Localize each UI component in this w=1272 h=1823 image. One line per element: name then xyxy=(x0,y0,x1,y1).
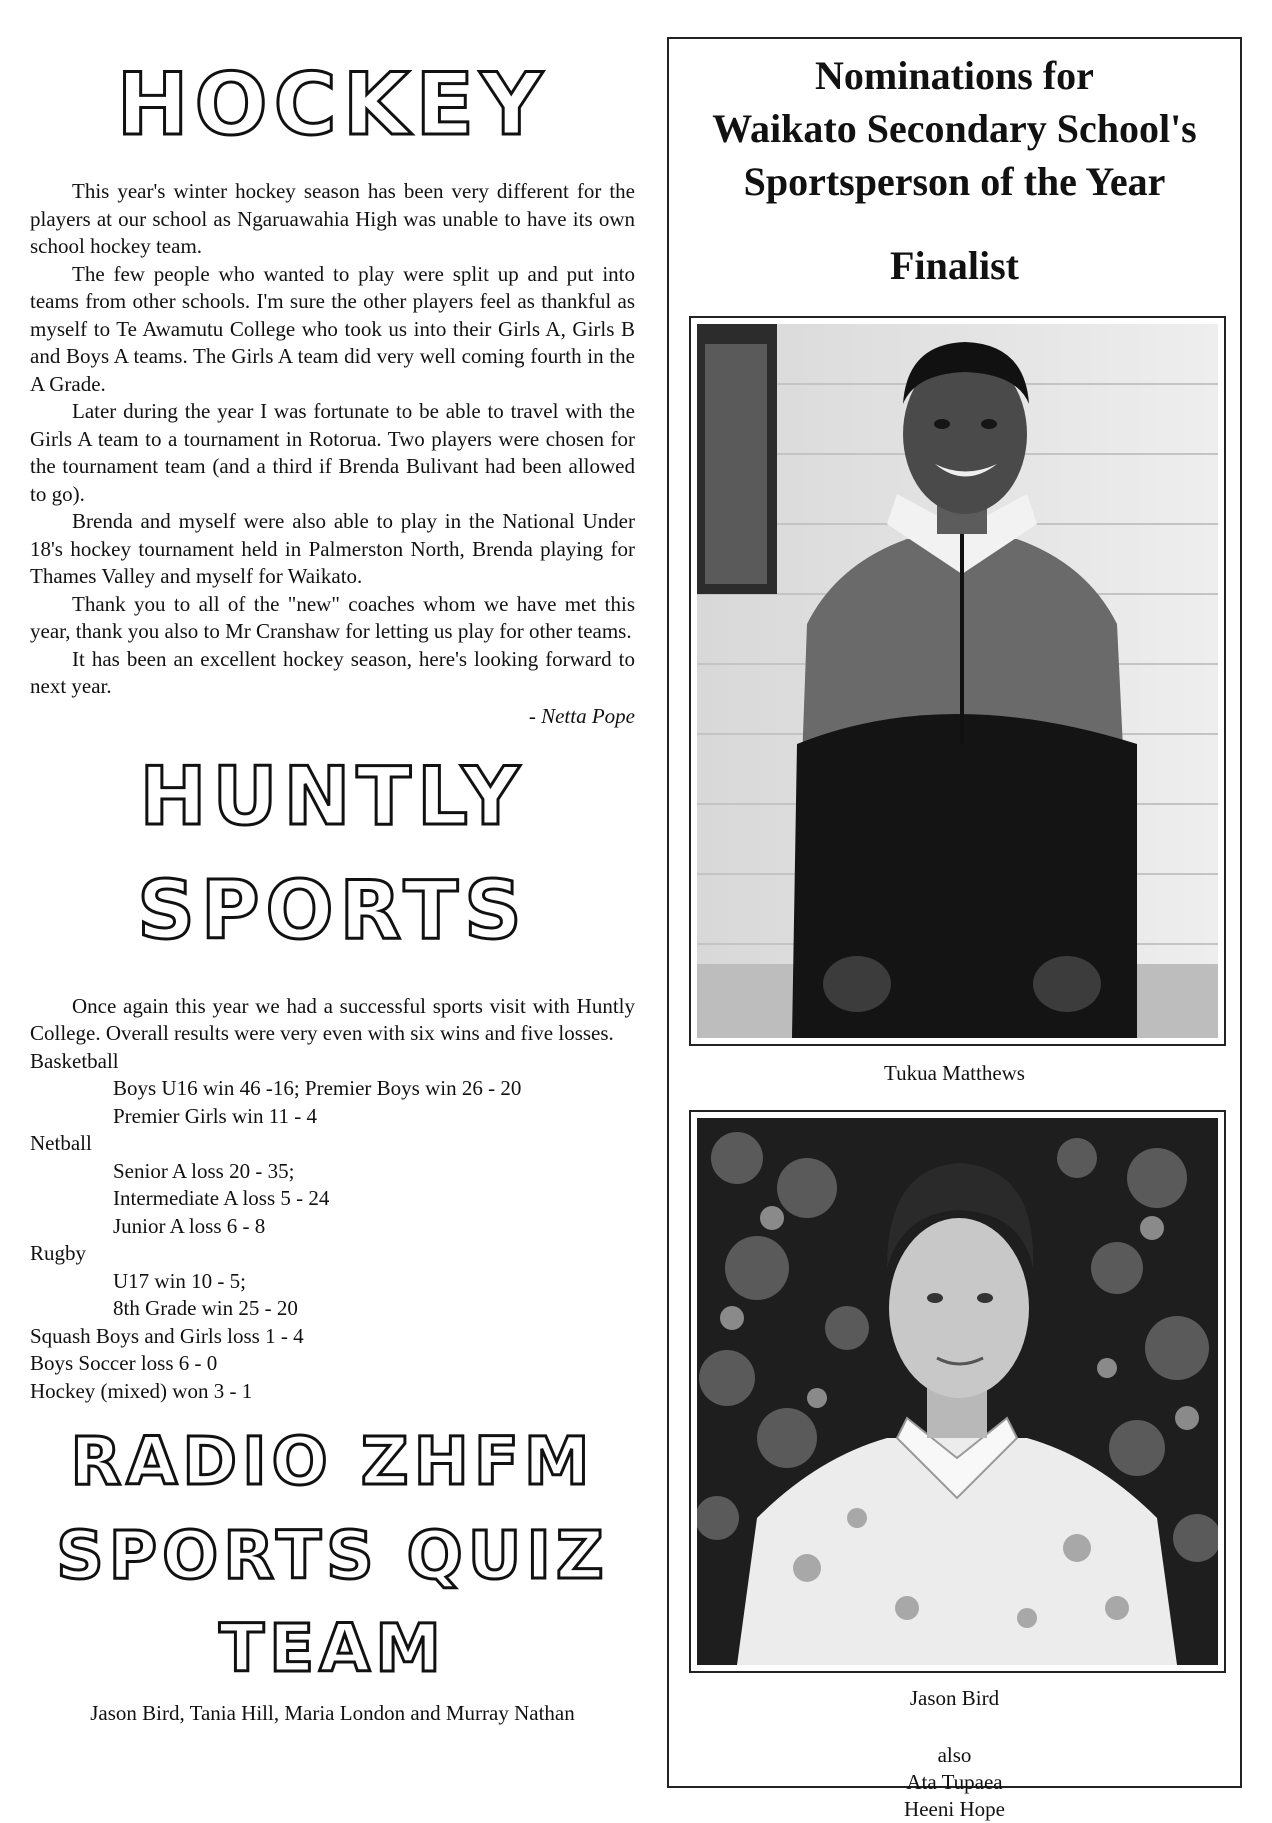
result-category: Boys Soccer loss 6 - 0 xyxy=(30,1351,218,1376)
nominee-photo-image xyxy=(697,1118,1218,1665)
hockey-paragraph: The few people who wanted to play were split up and put into teams from other schools. I'm sure the other players feel as thankful as myself to Te Awamutu College who took us into their Girls A, Girls B and Boys A teams. The Girls A team did very well coming fourth in the A Grade. xyxy=(30,261,635,396)
nominee-photo xyxy=(697,1118,1218,1665)
hockey-article xyxy=(30,178,635,701)
hockey-paragraph: This year's winter hockey season has been very different for the players at our school as Ngaruawahia High was unable to have its own school hockey team. xyxy=(30,179,635,259)
huntly-results xyxy=(30,993,635,1406)
result-item: Boys U16 win 46 -16; Premier Boys win 26 - 20 xyxy=(113,1076,522,1101)
nominee-photo-frame xyxy=(689,1110,1226,1673)
also-name: Ata Tupaea xyxy=(906,1770,1003,1794)
result-item: 8th Grade win 25 - 20 xyxy=(113,1296,298,1321)
huntly-intro: Once again this year we had a successful sports visit with Huntly College. Overall results were very even with six wins and five losses. xyxy=(30,993,635,1046)
hockey-paragraph: Thank you to all of the "new" coaches whom we have met this year, thank you also to Mr Cranshaw for letting us play for other teams. xyxy=(30,591,635,644)
result-category: Netball xyxy=(30,1131,92,1156)
result-item: Premier Girls win 11 - 4 xyxy=(113,1103,317,1128)
finalist-photo-image xyxy=(697,324,1218,1038)
result-category: Basketball xyxy=(30,1048,119,1073)
hockey-paragraph: Brenda and myself were also able to play in the National Under 18's hockey tournament held in Palmerston North, Brenda playing for Thames Valley and myself for Waikato. xyxy=(30,509,635,589)
result-category: Rugby xyxy=(30,1241,87,1266)
sports-heading: SPORTS xyxy=(137,863,528,957)
result-category: Squash Boys and Girls loss 1 - 4 xyxy=(30,1323,304,1348)
quiz-heading: SPORTS QUIZ xyxy=(56,1516,609,1594)
nominations-title-line: Nominations for xyxy=(815,53,1094,98)
nominations-title xyxy=(669,49,1240,208)
hockey-paragraph: Later during the year I was fortunate to be able to travel with the Girls A team to a tournament in Rotorua. Two players were chosen for the tournament team (and a third if Brenda Bulivant had been allowed to go). xyxy=(30,399,635,506)
result-category: Hockey (mixed) won 3 - 1 xyxy=(30,1378,253,1403)
finalist-photo-frame xyxy=(689,316,1226,1046)
hockey-paragraph: It has been an excellent hockey season, here's looking forward to next year. xyxy=(30,646,635,699)
finalist-label: Finalist xyxy=(890,243,1019,288)
result-item: Junior A loss 6 - 8 xyxy=(113,1213,266,1238)
radio-heading: RADIO ZHFM xyxy=(70,1423,595,1501)
finalist-name: Tukua Matthews xyxy=(884,1061,1025,1085)
finalist-photo xyxy=(697,324,1218,1038)
huntly-heading: HUNTLY xyxy=(139,749,526,843)
team-heading: TEAM xyxy=(219,1609,446,1687)
hockey-heading: HOCKEY xyxy=(116,55,549,155)
nominations-box xyxy=(667,37,1242,1821)
results-list xyxy=(30,1048,635,1406)
also-name: Heeni Hope xyxy=(904,1797,1005,1821)
result-item: Intermediate A loss 5 - 24 xyxy=(113,1186,330,1211)
nominations-title-line: Sportsperson of the Year xyxy=(743,159,1166,204)
hockey-author: - Netta Pope xyxy=(528,703,635,728)
also-label: also xyxy=(937,1743,972,1767)
result-item: Senior A loss 20 - 35; xyxy=(113,1158,295,1183)
nominee-name: Jason Bird xyxy=(909,1686,1000,1710)
quiz-team-members: Jason Bird, Tania Hill, Maria London and Murray Nathan xyxy=(90,1701,575,1726)
left-column xyxy=(30,50,635,1726)
nominations-title-line: Waikato Secondary School's xyxy=(712,106,1197,151)
also-nominees xyxy=(669,1742,1240,1823)
result-item: U17 win 10 - 5; xyxy=(113,1268,246,1293)
